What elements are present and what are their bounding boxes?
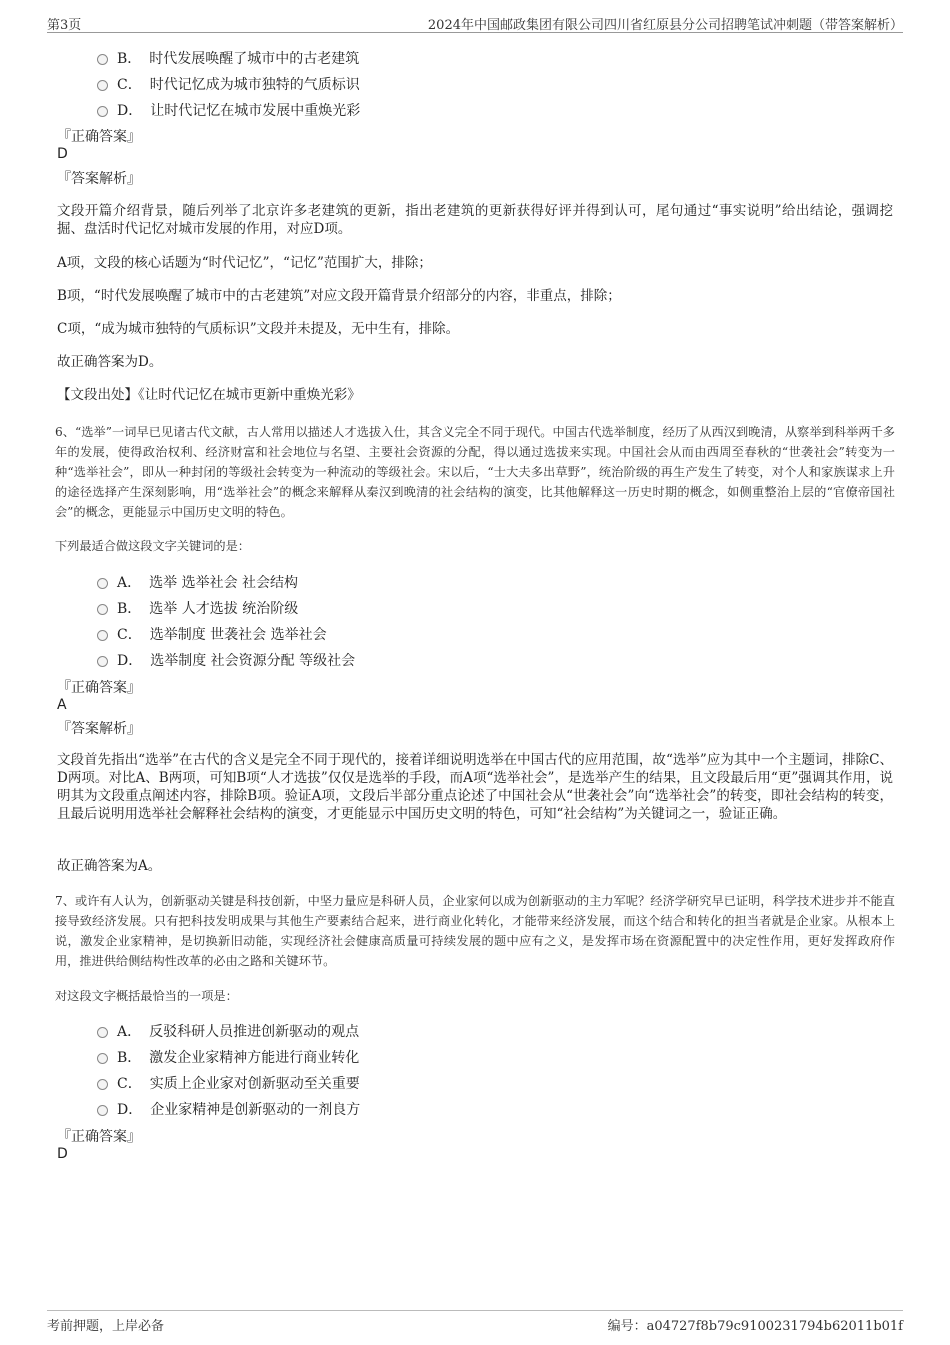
q7-option-c[interactable]: C． 实质上企业家对创新驱动至关重要 [97, 1073, 360, 1093]
q5-analysis-para-1: 文段开篇介绍背景，随后列举了北京许多老建筑的更新，指出老建筑的更新获得好评并得到认可，尾句通过“事实说明”给出结论，强调挖掘、盘活时代记忆对城市发展的作用，对应D项。 [57, 203, 893, 237]
radio-icon[interactable] [97, 1079, 108, 1090]
q5-analysis-para-4: C项，“成为城市独特的气质标识”文段并未提及，无中生有，排除。 [57, 321, 460, 337]
radio-icon[interactable] [97, 1053, 108, 1064]
radio-icon[interactable] [97, 54, 108, 65]
q5-analysis-para-2: A项，文段的核心话题为“时代记忆”，“记忆”范围扩大，排除； [57, 255, 432, 271]
q6-answer-label: 『正确答案』 [57, 680, 141, 696]
q7-text: 7、或许有人认为，创新驱动关键是科技创新，中坚力量应是科研人员，企业家何以成为创新驱动的主力军呢？经济学研究早已证明，科学技术进步并不能直接导致经济发展。只有把科技发明成果与其他生产要素结合起来，进行商业化转化，才能带来经济发展，而这个结合和转化的担当者就是企业家。从根本上说，激发企业家精神，是切换新旧动能，实现经济社会健康高质量可持续发展的题中应有之义，是发挥市场在资源配置中的决定性作用，更好发挥政府作用，推进供给侧结构性改革的必由之路和关键环节。 [55, 894, 895, 968]
q6-analysis-label: 『答案解析』 [57, 721, 141, 737]
radio-icon[interactable] [97, 1027, 108, 1038]
q5-analysis-label: 『答案解析』 [57, 171, 141, 187]
q7-option-b[interactable]: B． 激发企业家精神方能进行商业转化 [97, 1047, 359, 1067]
q7-answer: D [57, 1146, 68, 1162]
q6-analysis-para-2: 故正确答案为A。 [57, 858, 162, 874]
q5-answer-label: 『正确答案』 [57, 129, 141, 145]
q5-source: 【文段出处】《让时代记忆在城市更新中重焕光彩》 [57, 387, 361, 403]
radio-icon[interactable] [97, 106, 108, 117]
footer-slogan: 考前押题，上岸必备 [47, 1319, 165, 1334]
q6-text: 6、“选举”一词早已见诸古代文献，古人常用以描述人才选拔入仕，其含义完全不同于现代。中国古代选举制度，经历了从西汉到晚清，从察举到科举两千多年的发展，使得政治权利、经济财富和社会地位与名望、主要社会资源的分配，得以通过选拔来实现。中国社会从而由西周至春秋的“世袭社会”转变为一种“选举社会”，即从一种封闭的等级社会转变为一种流动的等级社会。宋以后，“士大夫多出草野”，统治阶级的再生产发生了转变，对个人和家族谋求上升的途径选择产生深刻影响，用“选举社会”的概念来解释从秦汉到晚清的社会结构的演变，比其他解释这一历史时期的概念，如侧重整治上层的“官僚帝国社会”的概念，更能显示中国历史文明的特色。 [55, 425, 895, 519]
q5-analysis-para-5: 故正确答案为D。 [57, 354, 163, 370]
q5-option-d[interactable]: D． 让时代记忆在城市发展中重焕光彩 [97, 100, 360, 120]
radio-icon[interactable] [97, 578, 108, 589]
radio-icon[interactable] [97, 656, 108, 667]
q7-option-d[interactable]: D． 企业家精神是创新驱动的一剂良方 [97, 1099, 360, 1119]
q6-option-d[interactable]: D． 选举制度 社会资源分配 等级社会 [97, 650, 355, 670]
document-title: 2024年中国邮政集团有限公司四川省红原县分公司招聘笔试冲刺题（带答案解析） [427, 18, 903, 33]
page-number: 第3页 [47, 18, 82, 33]
q6-analysis-para-1: 文段首先指出“选举”在古代的含义是完全不同于现代的，接着详细说明选举在中国古代的应用范围，故“选举”应为其中一个主题词，排除C、D两项。对比A、B两项，可知B项“人才选拔”仅仅是选举的手段，而A项“选举社会”，是选举产生的结果，且文段最后用“更”强调其作用，说明其为文段重点阐述内容，排除B项。验证A项，文段后半部分重点论述了中国社会从“世袭社会”向“选举社会”的转变，即社会结构的转变，且最后说明用选举社会解释社会结构的演变，才更能显示中国历史文明的特色，可知“社会结构”为关键词之一，验证正确。 [57, 752, 893, 822]
q5-answer: D [57, 146, 68, 162]
q6-option-c[interactable]: C． 选举制度 世袭社会 选举社会 [97, 624, 327, 644]
q7-option-a[interactable]: A． 反驳科研人员推进创新驱动的观点 [97, 1021, 359, 1041]
q6-option-b[interactable]: B． 选举 人才选拔 统治阶级 [97, 598, 298, 618]
q5-option-c[interactable]: C． 时代记忆成为城市独特的气质标识 [97, 74, 360, 94]
page-footer [47, 1310, 903, 1333]
q7-prompt: 对这段文字概括最恰当的一项是： [55, 989, 238, 1003]
document-id: 编号：a04727f8b79c9100231794b62011b01f [607, 1319, 903, 1334]
q5-analysis-para-3: B项，“时代发展唤醒了城市中的古老建筑”对应文段开篇背景介绍部分的内容，非重点，排除； [57, 288, 621, 304]
radio-icon[interactable] [97, 80, 108, 91]
q6-answer: A [57, 697, 67, 713]
q7-answer-label: 『正确答案』 [57, 1129, 141, 1145]
radio-icon[interactable] [97, 1105, 108, 1116]
q6-prompt: 下列最适合做这段文字关键词的是： [55, 539, 250, 553]
q5-option-b[interactable]: B． 时代发展唤醒了城市中的古老建筑 [97, 48, 359, 68]
radio-icon[interactable] [97, 630, 108, 641]
page-header [47, 14, 903, 33]
q6-option-a[interactable]: A． 选举 选举社会 社会结构 [97, 572, 298, 592]
radio-icon[interactable] [97, 604, 108, 615]
